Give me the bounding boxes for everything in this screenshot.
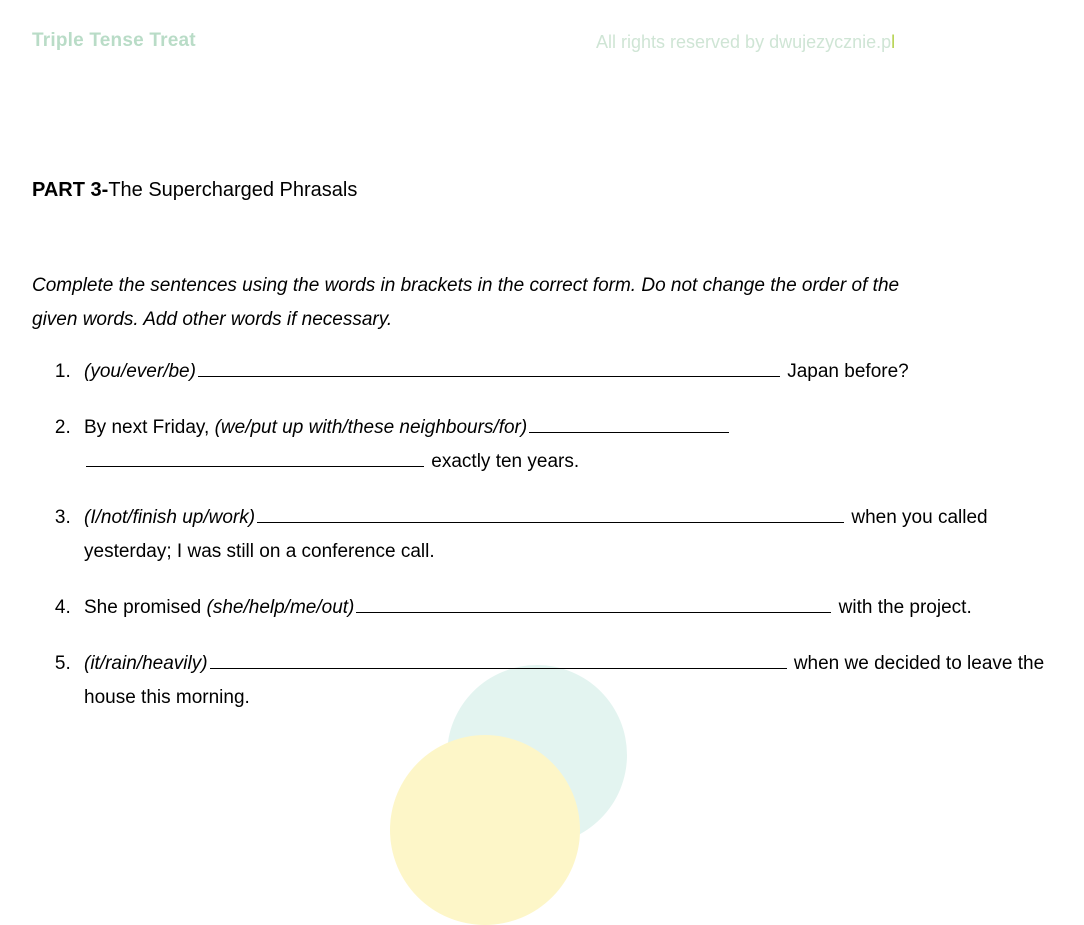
answer-blank[interactable] <box>210 651 787 669</box>
question-cue: (I/not/finish up/work) <box>84 507 256 528</box>
part-label: PART 3- <box>32 179 109 201</box>
rights-notice <box>596 32 895 53</box>
question-pre: By next Friday, <box>84 417 215 438</box>
page-header <box>0 0 1084 52</box>
question-pre: She promised <box>84 597 207 618</box>
rights-text: All rights reserved by dwujezycznie.p <box>596 32 892 52</box>
list-item <box>76 647 1066 715</box>
question-cue: (she/help/me/out) <box>206 597 355 618</box>
question-tail: when we decided to leave the house this morning. <box>84 653 1045 708</box>
rights-accent-letter: l <box>891 32 896 52</box>
instructions-text: Complete the sentences using the words in brackets in the correct form. Do not change the order of the given words. Add other words if necessary. <box>32 275 900 330</box>
question-tail: exactly ten years. <box>426 451 580 472</box>
list-item <box>76 591 1066 625</box>
question-tail: Japan before? <box>781 361 909 382</box>
decorative-circle-yellow <box>390 735 580 925</box>
question-tail: with the project. <box>833 597 972 618</box>
questions-list <box>32 355 1066 737</box>
question-cue: (you/ever/be) <box>84 361 196 382</box>
answer-blank[interactable] <box>198 359 780 377</box>
question-cue: (it/rain/heavily) <box>84 653 208 674</box>
part-title-text: The Supercharged Phrasals <box>108 179 358 201</box>
question-tail: when you called yesterday; I was still on a conference call. <box>84 507 988 562</box>
brand-title: Triple Tense Treat <box>32 30 196 51</box>
list-item <box>76 411 1066 479</box>
list-item <box>76 355 1066 389</box>
answer-blank[interactable] <box>356 595 831 613</box>
page-title <box>32 179 357 202</box>
answer-blank[interactable] <box>257 505 844 523</box>
question-cue: (we/put up with/these neighbours/for) <box>214 417 528 438</box>
list-item <box>76 501 1066 569</box>
answer-blank[interactable] <box>86 449 424 467</box>
answer-blank[interactable] <box>529 415 729 433</box>
